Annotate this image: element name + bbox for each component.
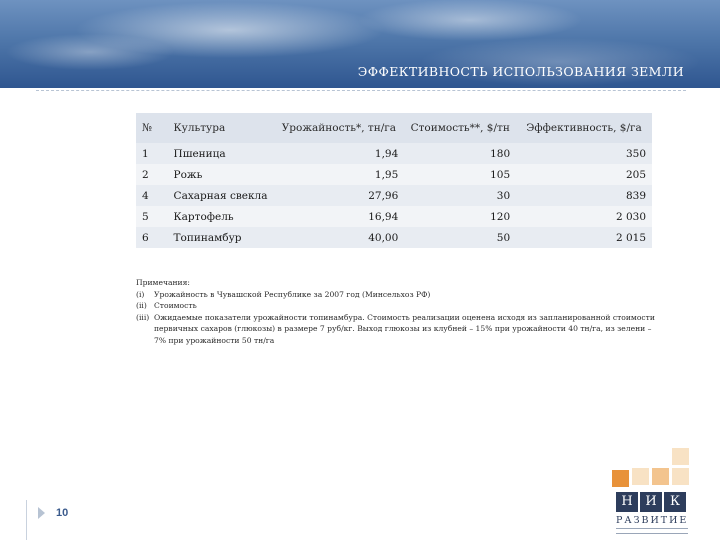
logo-letter: И	[640, 492, 662, 512]
cost-value: 50	[404, 227, 516, 248]
yield-value: 1,95	[273, 164, 404, 185]
crop-name: Топинамбур	[168, 227, 274, 248]
crop-name: Пшеница	[168, 143, 274, 164]
table-header-row	[136, 113, 652, 143]
table-row	[136, 227, 652, 248]
cost-value: 120	[404, 206, 516, 227]
column-header-number: №	[136, 113, 168, 143]
efficiency-value: 839	[516, 185, 652, 206]
row-number: 5	[136, 206, 168, 227]
efficiency-value: 350	[516, 143, 652, 164]
logo-word: РАЗВИТИЕ	[616, 515, 689, 526]
note-item	[136, 312, 656, 347]
column-header-cost: Стоимость**, $/тн	[404, 113, 516, 143]
note-text: Ожидаемые показатели урожайности топинамбура. Стоимость реализации оценена исходя из запланированной стоимости первичных сахаров (глюкозы) в размере 7 руб/кг. Выход глюкозы из клубней – 15% при урожайности 40 тн/га, из зелени – 7% при урожайности 50 тн/га	[154, 312, 655, 345]
logo-square-icon	[672, 448, 689, 465]
efficiency-value: 205	[516, 164, 652, 185]
logo-letter: К	[664, 492, 686, 512]
efficiency-value: 2 030	[516, 206, 652, 227]
row-number: 6	[136, 227, 168, 248]
logo-square-icon	[672, 468, 689, 485]
note-item	[136, 289, 656, 301]
note-marker: (ii)	[136, 301, 147, 311]
column-header-efficiency: Эффективность, $/га	[516, 113, 652, 143]
table-row	[136, 206, 652, 227]
row-number: 4	[136, 185, 168, 206]
note-marker: (i)	[136, 289, 145, 299]
column-header-yield: Урожайность*, тн/га	[273, 113, 404, 143]
page-arrow-icon	[38, 507, 45, 519]
row-number: 1	[136, 143, 168, 164]
yield-value: 40,00	[273, 227, 404, 248]
column-header-crop: Культура	[168, 113, 274, 143]
page-number: 10	[56, 507, 69, 519]
logo-square-icon	[652, 468, 669, 485]
efficiency-table	[136, 113, 652, 248]
crop-name: Рожь	[168, 164, 274, 185]
page-title: ЭФФЕКТИВНОСТЬ ИСПОЛЬЗОВАНИЯ ЗЕМЛИ	[357, 64, 684, 79]
notes-heading: Примечания:	[136, 278, 190, 287]
table-notes	[136, 277, 656, 347]
note-item	[136, 300, 656, 312]
crop-name: Сахарная свекла	[168, 185, 274, 206]
cost-value: 180	[404, 143, 516, 164]
cost-value: 30	[404, 185, 516, 206]
table-row	[136, 185, 652, 206]
note-text: Стоимость	[154, 301, 197, 311]
logo-square-icon	[632, 468, 649, 485]
table-row	[136, 164, 652, 185]
note-marker: (iii)	[136, 312, 150, 322]
efficiency-value: 2 015	[516, 227, 652, 248]
footer-rule	[26, 500, 27, 540]
yield-value: 16,94	[273, 206, 404, 227]
yield-value: 1,94	[273, 143, 404, 164]
note-text: Урожайность в Чувашской Республике за 2007 год (Минсельхоз РФ)	[154, 289, 431, 299]
crop-name: Картофель	[168, 206, 274, 227]
yield-value: 27,96	[273, 185, 404, 206]
logo-square-icon	[612, 470, 629, 487]
cost-value: 105	[404, 164, 516, 185]
logo-underline	[616, 528, 688, 534]
header-divider	[36, 90, 686, 91]
table-row	[136, 143, 652, 164]
logo-letter: Н	[616, 492, 638, 512]
nik-logo	[612, 448, 688, 538]
row-number: 2	[136, 164, 168, 185]
header-banner	[0, 0, 720, 88]
